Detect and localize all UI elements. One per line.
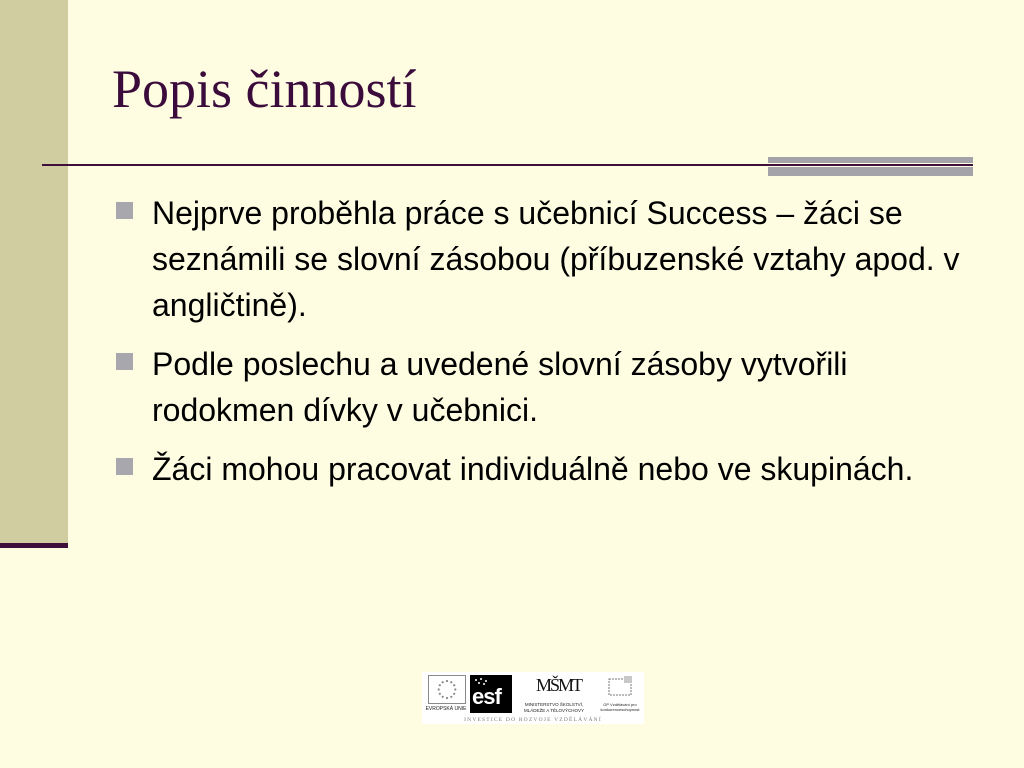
esf-logo (470, 675, 512, 713)
square-bullet-icon (116, 458, 133, 475)
funding-tagline: INVESTICE DO ROZVOJE VZDĚLÁVÁNÍ (464, 717, 602, 723)
square-bullet-icon (116, 202, 133, 219)
decorative-grey-bars (768, 157, 973, 179)
op-vk-logo-label: OP Vzdělávání pro konkurenceschopnost (600, 702, 640, 712)
op-vk-icon (606, 675, 634, 699)
msmt-logo (514, 675, 594, 715)
bullet-item (116, 446, 976, 492)
slide-title: Popis činností (112, 59, 417, 119)
bullet-text: Podle poslechu a uvedené slovní zásoby vytvořili rodokmen dívky v učebnici. (152, 346, 848, 428)
grey-bar-bottom (768, 167, 973, 176)
left-band-underline (0, 543, 68, 548)
bullet-text: Nejprve proběhla práce s učebnicí Success – žáci se seznámili se slovní zásobou (příbuzenské vztahy apod. v angličtině). (152, 195, 960, 323)
eu-logo-label: EVROPSKÁ UNIE (425, 706, 467, 712)
msmt-logo-mark: MŠMT (536, 675, 582, 695)
op-vk-logo (598, 675, 642, 715)
eu-flag-icon (428, 675, 466, 704)
bullet-list (116, 190, 976, 505)
grey-bar-top (768, 157, 973, 163)
left-decorative-band (0, 0, 68, 546)
bullet-item (116, 341, 976, 433)
bullet-text: Žáci mohou pracovat individuálně nebo ve skupinách. (152, 451, 914, 487)
eu-logo (424, 675, 468, 713)
square-bullet-icon (116, 353, 133, 370)
bullet-item (116, 190, 976, 328)
esf-logo-text: esf (472, 684, 501, 709)
funding-logo-strip (422, 672, 644, 724)
msmt-logo-label: MINISTERSTVO ŠKOLSTVÍ, MLÁDEŽE A TĚLOVÝCHOVY (524, 702, 584, 713)
